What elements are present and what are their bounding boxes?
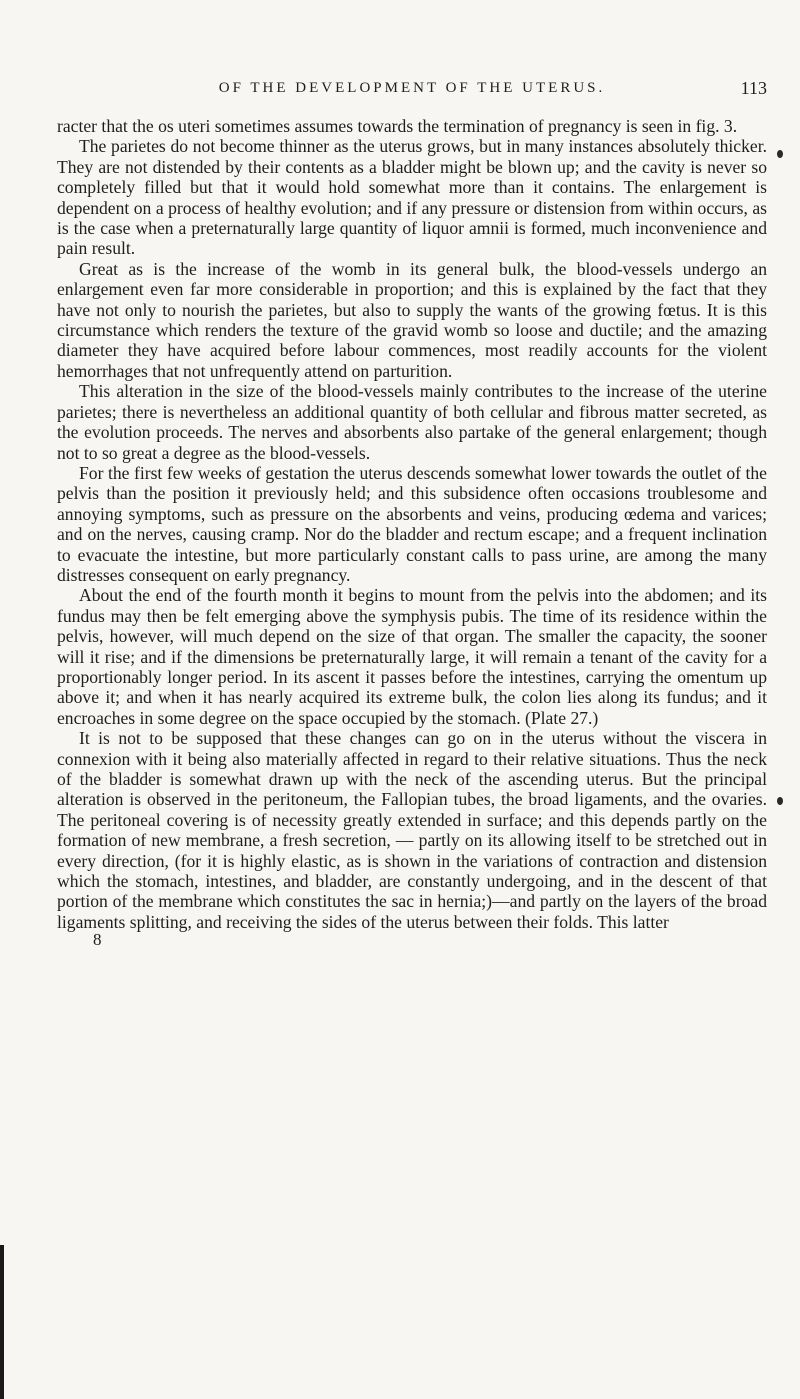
paragraph: About the end of the fourth month it begins to mount from the pelvis into the abdomen; and its fundus may then be felt emerging above the symphysis pubis. The time of its residence within the pelvis, however, will much depend on the size of that organ. The smaller the capacity, the sooner will it rise; and if the dimensions be preternaturally large, it will remain a tenant of the cavity for a proportionably longer period. In its ascent it passes before the intestines, carrying the omentum up above it; and when it has nearly acquired its extreme bulk, the colon lies along its fundus; and it encroaches in some degree on the space occupied by the stomach. (Plate 27.)	[57, 585, 767, 728]
paragraph: Great as is the increase of the womb in its general bulk, the blood-vessels undergo an enlargement even far more considerable in proportion; and this is explained by the fact that they have not only to nourish the parietes, but also to supply the wants of the growing fœtus. It is this circumstance which renders the texture of the gravid womb so loose and ductile; and the amazing diameter they have acquired before labour commences, most readily accounts for the violent hemorrhages that not unfrequently attend on parturition.	[57, 258, 767, 381]
margin-speck	[777, 797, 783, 805]
body-text	[57, 116, 767, 932]
running-title: OF THE DEVELOPMENT OF THE UTERUS.	[218, 80, 606, 96]
running-head	[57, 80, 767, 110]
paragraph: racter that the os uteri sometimes assumes towards the termination of pregnancy is seen in fig. 3.	[57, 116, 738, 136]
signature-mark: 8	[93, 930, 102, 950]
paragraph: The parietes do not become thinner as the uterus grows, but in many instances absolutely thicker. They are not distended by their contents as a bladder might be blown up; and the cavity is never so completely filled but that it would hold somewhat more than it contains. The enlargement is dependent on a process of healthy evolution; and if any pressure or distension from within occurs, as is the case when a preternaturally large quantity of liquor amnii is formed, much inconvenience and pain result.	[57, 136, 767, 259]
page-edge	[0, 1245, 4, 1399]
page-number: 113	[740, 78, 767, 98]
paragraph: For the first few weeks of gestation the uterus descends somewhat lower towards the outlet of the pelvis than the position it previously held; and this subsidence often occasions troublesome and annoying symptoms, such as pressure on the absorbents and veins, producing œdema and varices; and on the nerves, causing cramp. Nor do the bladder and rectum escape; and a frequent inclination to evacuate the intestine, but more particularly constant calls to pass urine, are among the many distresses consequent on early pregnancy.	[57, 462, 767, 585]
margin-speck	[777, 150, 783, 158]
book-page	[57, 80, 767, 950]
paragraph: It is not to be supposed that these changes can go on in the uterus without the viscera in connexion with it being also materially affected in regard to their relative situations. Thus the neck of the bladder is somewhat drawn up with the neck of the ascending uterus. But the principal alteration is observed in the peritoneum, the Fallopian tubes, the broad ligaments, and the ovaries. The peritoneal covering is of necessity greatly extended in surface; and this depends partly on the formation of new membrane, a fresh secretion, — partly on its allowing itself to be stretched out in every direction, (for it is highly elastic, as is shown in the variations of contraction and distension which the stomach, intestines, and bladder, are constantly undergoing, and in the descent of that portion of the membrane which constitutes the sac in hernia;)—and partly on the layers of the broad ligaments splitting, and receiving the sides of the uterus between their folds. This latter	[57, 728, 767, 932]
paragraph: This alteration in the size of the blood-vessels mainly contributes to the increase of the uterine parietes; there is nevertheless an additional quantity of both cellular and fibrous matter secreted, as the evolution proceeds. The nerves and absorbents also partake of the general enlargement; though not to so great a degree as the blood-vessels.	[57, 381, 767, 463]
